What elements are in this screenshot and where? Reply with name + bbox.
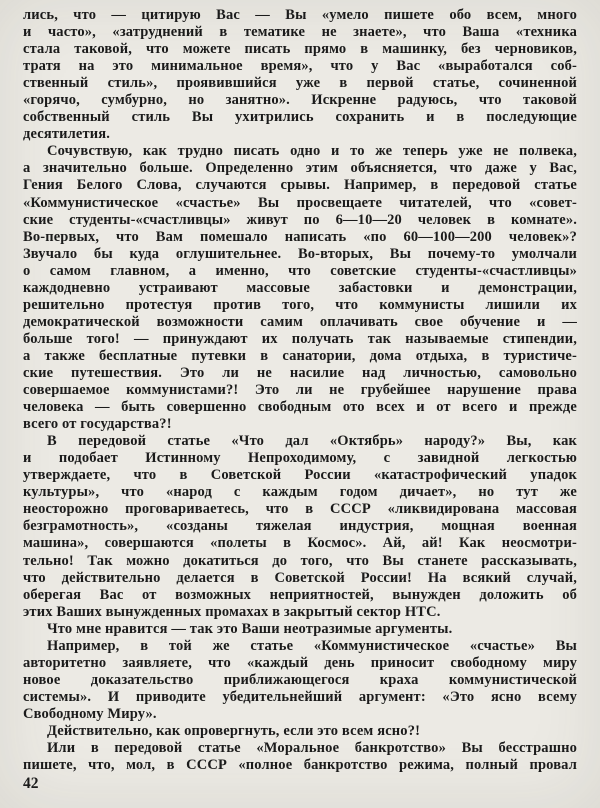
text-line: а значительно больше. Определенно этим объясняется, что даже у Вас,: [23, 160, 577, 177]
text-line: человека — быть совершенно свободным ото всех и от всего и прежде: [23, 399, 577, 416]
text-line: больше того! — принуждают их получать так называемые стипендии,: [23, 330, 577, 347]
text-line: этих Ваших вынужденных промахах в закрытый сектор НТС.: [23, 603, 441, 620]
text-line: о самом главном, а именно, что советские студенты-«счастливцы»: [23, 262, 577, 279]
text-line: пишете, что, мол, в СССР «полное банкротство режима, полный провал: [23, 757, 577, 774]
text-line: новое доказательство приближающегося краха коммунистической: [23, 671, 577, 688]
text-line: «горячо, сумбурно, но занятно». Искренне радуюсь, что таковой: [23, 92, 577, 109]
text-line: безграмотность», «созданы тяжелая индустрия, мощная военная: [23, 518, 577, 535]
text-line: десятилетия.: [23, 126, 111, 143]
text-line: совершаемое коммунистами?! Это ли не грубейшее нарушение права: [23, 382, 577, 399]
text-line: Действительно, как опровергнуть, если это всем ясно?!: [47, 722, 421, 739]
text-line: неосторожно проговариваетесь, что в СССР «ликвидирована массовая: [23, 501, 577, 518]
text-line: оберегая Вас от возможных неприятностей, вынужден доложить об: [23, 586, 577, 603]
text-line: ские студенты-«счастливцы» живут по 6—10—20 человек в комнате».: [23, 211, 577, 228]
text-line: ственный стиль», проявившийся уже в первой статье, сочиненной: [23, 75, 577, 92]
text-line: и часто», «затруднений в тематике не знаете», что Ваша «техника: [23, 24, 577, 41]
text-line: системы». И приводите убедительнейший аргумент: «Это ясно всему: [23, 688, 577, 705]
text-line: «Коммунистическое «счастье» Вы просвещаете читателей, что «совет-: [23, 194, 577, 211]
text-line: стала таковой, что можете писать прямо в машинку, без черновиков,: [23, 41, 577, 58]
text-line: Что мне нравится — так это Ваши неотразимые аргументы.: [47, 620, 453, 637]
text-line: Или в передовой статье «Моральное банкротство» Вы бесстрашно: [47, 740, 577, 757]
text-line: Свободному Миру».: [23, 705, 157, 722]
text-line: машина», совершаются «полеты в Космос». Ай, ай! Как неосмотри-: [23, 535, 577, 552]
text-line: что действительно делается в Советской России! На всякий случай,: [23, 569, 577, 586]
text-line: Например, в той же статье «Коммунистическое «счастье» Вы: [47, 637, 577, 654]
text-line: демократической возможности самим оплачивать свое обучение и —: [23, 313, 577, 330]
text-line: авторитетно заявляете, что «каждый день приносит свободному миру: [23, 654, 577, 671]
text-line: решительно протестуя против того, что коммунисты лишили их: [23, 296, 577, 313]
text-line: собственный стиль Вы ухитрились сохранить и в последующие: [23, 109, 577, 126]
text-line: Гения Белого Слова, случаются срывы. Например, в передовой статье: [23, 177, 577, 194]
page-text: [23, 7, 577, 774]
text-line: и подобает Истинному Непроходимому, с завидной легкостью: [23, 450, 577, 467]
text-line: каждодневно устраивают массовые забастовки и демонстрации,: [23, 279, 577, 296]
text-line: тельно! Так можно докатиться до того, что Вы станете рассказывать,: [23, 552, 577, 569]
text-line: утверждаете, что в Советской России «катастрофический упадок: [23, 467, 577, 484]
page-number: 42: [23, 775, 39, 792]
text-line: Сочувствую, как трудно писать одно и то же теперь уже не полвека,: [47, 143, 577, 160]
text-line: лись, что — цитирую Вас — Вы «умело пишете обо всем, много: [23, 7, 577, 23]
text-line: В передовой статье «Что дал «Октябрь» народу?» Вы, как: [47, 433, 577, 450]
text-line: всего от государства?!: [23, 416, 172, 433]
text-line: Во-первых, что Вам помешало написать «по 60—100—200 человек»?: [23, 228, 577, 245]
text-line: культуры», что «народ с каждым годом дичает», но тут же: [23, 484, 577, 501]
text-line: тратя на это минимальное время», что у Вас «выработался соб-: [23, 58, 577, 75]
text-line: ские путешествия. Это ли не насилие над личностью, самовольно: [23, 364, 577, 381]
text-line: а также бесплатные путевки в санатории, дома отдыха, в туристиче-: [23, 347, 577, 364]
text-line: Звучало бы куда оглушительнее. Во-вторых, Вы почему-то умолчали: [23, 245, 577, 262]
